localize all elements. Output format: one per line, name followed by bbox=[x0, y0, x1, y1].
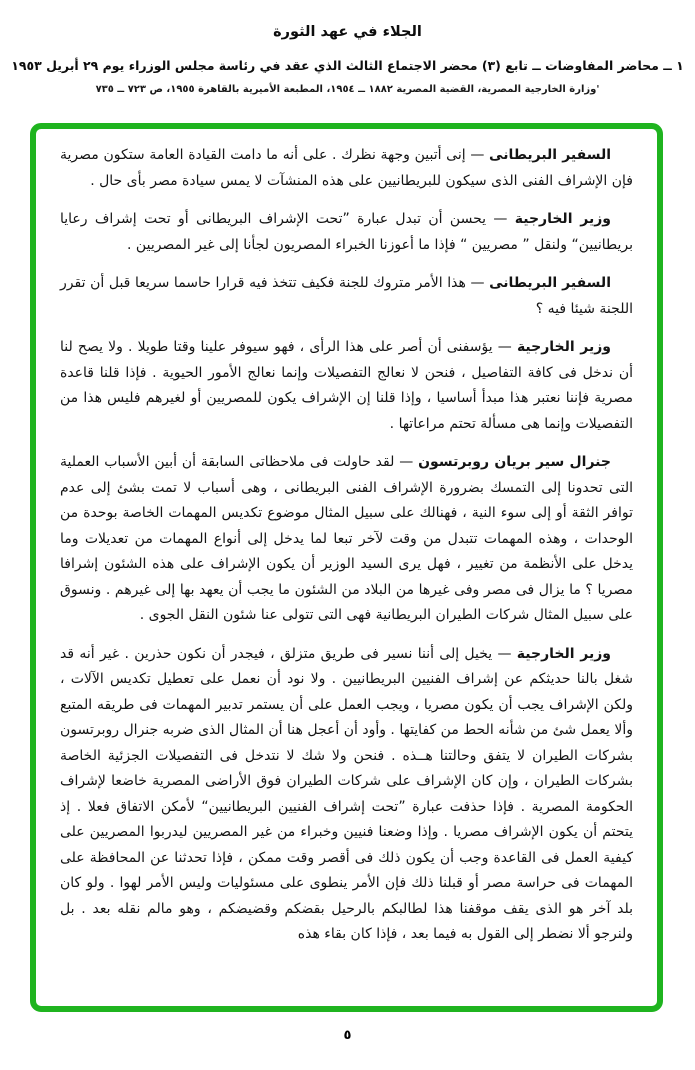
dialogue-paragraph bbox=[60, 143, 633, 194]
page-number: ٥ bbox=[343, 1028, 352, 1043]
dialogue-paragraph bbox=[60, 207, 633, 258]
speaker-name: وزير الخارجية bbox=[516, 339, 611, 355]
dialogue-text bbox=[60, 143, 633, 948]
dialogue-paragraph bbox=[60, 642, 633, 948]
paragraph-text: — يخيل إلى أننا نسير فى طريق متزلق ، فيجدر أن نكون حذرين . غير أنه قد شغل بالنا حديثكم عن إشراف الفنيين البريطانيين . ولا نود أن نعمل على تعطيل تكديس الآلات ، ولكن الإشراف يجب أن يكون مصريا ، ويجب العمل على أن يستمر تدبير المهمات فى طريقه المتبع وألا يعمل شئ من شأنه الحط من كفايتها . وأود أن أعجل هنا أن المثال الذى ضربه جنرال روبرتسون بشركات الطيران لا يتفق وحالتنا هــذه . فنحن ولا شك لا نتدخل فى التفصيلات الجزئية الخاصة بشركات الطيران ، وإن كان الإشراف على شركات الطيران فوق الأراضى المصرية خاضعا لإشراف الحكومة المصرية . فإذا حذفت عبارة ”تحت إشراف الفنيين البريطانيين“ لأمكن الاتفاق فعلا . إذ يتحتم أن يكون الإشراف مصريا . وإذا وضعنا فنيين وخبراء من غير المصريين ليدربوا المصريين على كيفية العمل فى القاعدة وجب أن يكون ذلك فى أقصر وقت ممكن ، فإذا تحدثنا عن المحافظة على المهمات فى حراسة مصر أو قبلنا ذلك فإن الأمر ينطوى على مسئوليات وليس الأمر لهوا . ولو كان بلد آخر هو الذى يقف موقفنا هذا لطالبكم بالرحيل بقضكم وقضيضكم ، وهو مالم نقله بعد . بل ولنرجو ألا نضطر إلى القول به فيما بعد ، فإذا كان بقاء هذه bbox=[60, 645, 633, 942]
document-heading: ١ ــ محاضر المفاوضات ــ تابع (٣) محضر الاجتماع الثالث الذي عقد في رئاسة مجلس الوزراء يوم ٢٩ أبريل ١٩٥٣ bbox=[11, 58, 684, 73]
paragraph-text: — هذا الأمر متروك للجنة فكيف تتخذ فيه قرارا حاسما سريعا قبل أن تقرر اللجنة شيئا فيه ؟ bbox=[60, 275, 633, 317]
speaker-name: جنرال سير بريان روبرتسون bbox=[418, 454, 611, 470]
source-citation: 'وزارة الخارجية المصرية، القضية المصرية ١٨٨٢ ــ ١٩٥٤، المطبعة الأميرية بالقاهرة ١٩٥٥، ص ٧٢٣ ــ ٧٣٥ bbox=[95, 84, 600, 95]
document-title: الجلاء في عهد الثورة bbox=[273, 24, 422, 40]
speaker-name: وزير الخارجية bbox=[514, 211, 612, 227]
highlight-frame bbox=[30, 123, 663, 1012]
paragraph-text: — يحسن أن تبدل عبارة ”تحت الإشراف البريطانى أو تحت إشراف رعايا بريطانيين“ ولنقل ” مصريين “ فإذا ما أعوزنا الخبراء المصريون لجأنا إلى غير المصريين . bbox=[60, 211, 633, 253]
speaker-name: السفير البريطانى bbox=[489, 275, 611, 291]
dialogue-paragraph bbox=[60, 271, 633, 322]
dialogue-paragraph bbox=[60, 335, 633, 437]
paragraph-text: — لقد حاولت فى ملاحظاتى السابقة أن أبين الأسباب العملية التى تحدونا إلى التمسك بضرورة الإشراف الفنى البريطانى ، وهى أسباب لا تمت بشئ إلى عدم توافر الثقة أو إلى سوء النية ، فهنالك على سبيل المثال موضوع تكديس المهمات الخاصة بوحدة من الوحدات ، وهذه المهمات تتبدل من وقت لآخر تبعا لما يدخل إلى أنواع المهمات من تعديلات وما يدخل على الأنظمة من تغيير ، فهل يرى السيد الوزير أن يكون الإشراف على هذه الشئون إشرافا مصريا ؟ ما يزال فى مصر وفى غيرها من البلاد من الشئون ما يجب أن يعهد بها إلى غيرهم . ونسوق على سبيل المثال شركات الطيران البريطانية فهى التى تتولى عنا شئون النقل الجوى . bbox=[60, 454, 633, 623]
speaker-name: وزير الخارجية bbox=[516, 645, 612, 662]
paragraph-text: — إنى أتبين وجهة نظرك . على أنه ما دامت القيادة العامة ستكون مصرية فإن الإشراف الفنى الذى سيكون للبريطانيين على هذه المنشآت لا يمس سيادة مصر بأى حال . bbox=[60, 147, 633, 189]
paragraph-text: — يؤسفنى أن أصر على هذا الرأى ، فهو سيوفر علينا وقتا طويلا . ولا يصح لنا أن ندخل فى كافة التفاصيل ، فنحن لا نعالج التفصيلات وإنما نعالج الأمور الحيوية . فإذا قلنا قاعدة مصرية فإننا نعتبر هذا مبدأ أساسيا ، وإذا قلنا إن الإشراف يكون للمصريين أو لغيرهم فليس هذا من التفصيلات وإنما هى مسألة تحتم مراعاتها . bbox=[60, 339, 633, 432]
speaker-name: السفير البريطانى bbox=[489, 147, 611, 163]
dialogue-paragraph bbox=[60, 450, 633, 629]
